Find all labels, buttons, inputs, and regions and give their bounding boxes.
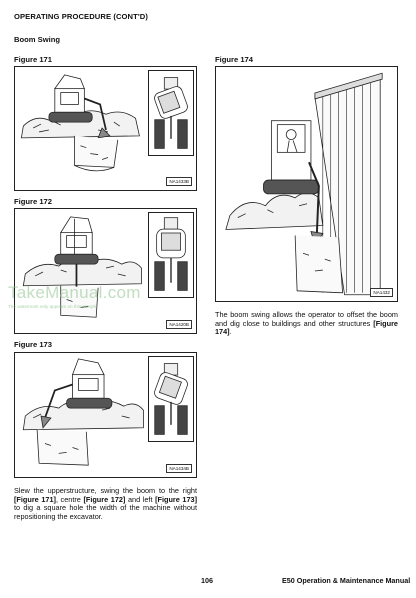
figure-172-reference: [Figure 172] (83, 494, 126, 504)
manual-title: E50 Operation & Maintenance Manual (282, 576, 411, 585)
figure-174-illustration (215, 66, 398, 302)
top-view-swing-right-drawing (149, 71, 193, 155)
paragraph-text-b: . (229, 327, 232, 337)
figure-171-top-view-inset (148, 70, 194, 156)
figure-173-reference: [Figure 173] (155, 494, 198, 504)
figure-171-illustration (14, 66, 197, 191)
figure-172-code: NA1420B (166, 320, 192, 329)
figure-174-reference: [Figure 174] (215, 318, 398, 337)
excavator-offset-dig-near-building-drawing (216, 67, 397, 301)
paragraph-text-2: , centre (55, 494, 84, 504)
top-view-swing-left-drawing (149, 357, 193, 441)
paragraph-text-4: to dig a square hole the width of the machine without repositioning the excavator. (14, 503, 197, 521)
boom-swing-instructions-paragraph (14, 487, 197, 521)
figure-172-illustration (14, 208, 197, 334)
figure-172-label: Figure 172 (14, 197, 52, 206)
figure-174-label: Figure 174 (215, 55, 253, 64)
watermark (8, 283, 208, 309)
paragraph-text-3: and left (125, 494, 156, 504)
figure-171-label: Figure 171 (14, 55, 52, 64)
figure-173-label: Figure 173 (14, 340, 52, 349)
watermark-subtitle: The watermark only appears on this sample (8, 304, 98, 309)
figure-171-reference: [Figure 171] (14, 494, 56, 504)
paragraph-text-a: The boom swing allows the operator to offset the boom and dig close to buildings and other structures (215, 310, 398, 328)
paragraph-text-1: Slew the upperstructure, swing the boom to the right (14, 486, 197, 495)
figure-174-code: NA1432 (370, 288, 393, 297)
boom-swing-offset-paragraph (215, 311, 398, 337)
page-number: 106 (201, 576, 213, 585)
watermark-title: TakeManual.com (8, 283, 141, 302)
figure-173-illustration (14, 352, 197, 478)
subsection-title: Boom Swing (14, 35, 60, 44)
figure-173-code: NA1434B (166, 464, 192, 473)
section-title: OPERATING PROCEDURE (CONT'D) (14, 12, 148, 21)
figure-171-code: NA1433B (166, 177, 192, 186)
figure-173-top-view-inset (148, 356, 194, 442)
